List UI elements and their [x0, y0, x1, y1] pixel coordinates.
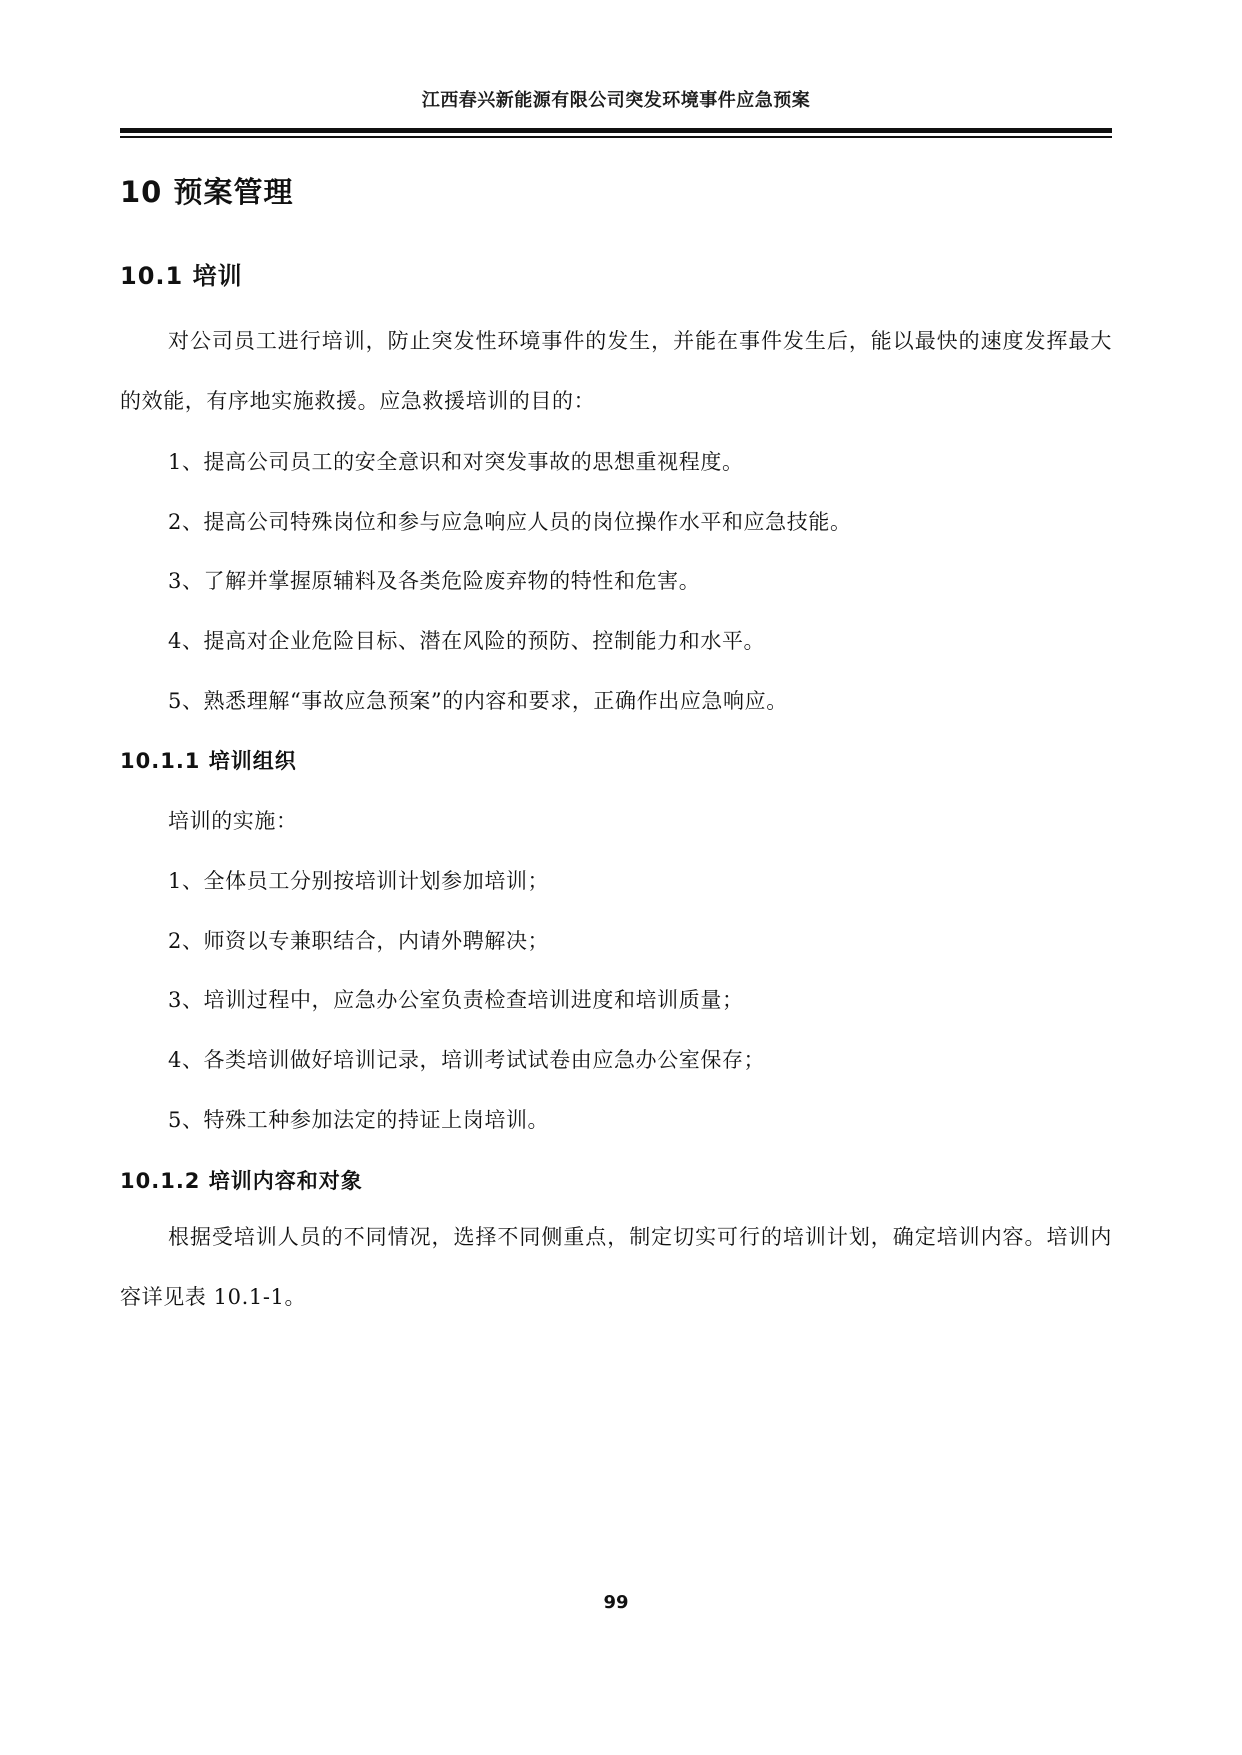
goal-item: 3、了解并掌握原辅料及各类危险废弃物的特性和危害。: [168, 569, 701, 593]
goal-item: 1、提高公司员工的安全意识和对突发事故的思想重视程度。: [168, 450, 744, 474]
organization-item: 1、全体员工分别按培训计划参加培训；: [168, 869, 550, 893]
subsection-heading: 10.1 培训: [120, 262, 243, 290]
intro-paragraph: 对公司员工进行培训，防止突发性环境事件的发生，并能在事件发生后，能以最快的速度发挥最大的效能，有序地实施救援。应急救援培训的目的：: [120, 329, 1112, 413]
section-heading: 10 预案管理: [120, 175, 294, 209]
organization-item: 2、师资以专兼职结合，内请外聘解决；: [168, 929, 550, 953]
page-number: 99: [603, 1592, 629, 1613]
organization-lead: 培训的实施：: [168, 809, 298, 833]
goal-item: 4、提高对企业危险目标、潜在风险的预防、控制能力和水平。: [168, 629, 766, 653]
content-paragraph: 根据受培训人员的不同情况，选择不同侧重点，制定切实可行的培训计划，确定培训内容。培训内容详见表 10.1-1。: [120, 1225, 1112, 1309]
organization-heading: 10.1.1 培训组织: [120, 749, 297, 773]
header-rule-thin: [120, 136, 1112, 138]
organization-item: 4、各类培训做好培训记录，培训考试试卷由应急办公室保存；: [168, 1048, 766, 1072]
content-heading: 10.1.2 培训内容和对象: [120, 1169, 363, 1193]
organization-item: 5、特殊工种参加法定的持证上岗培训。: [168, 1108, 550, 1132]
goal-item: 2、提高公司特殊岗位和参与应急响应人员的岗位操作水平和应急技能。: [168, 510, 852, 534]
header-rule-thick: [120, 128, 1112, 133]
document-header-title: 江西春兴新能源有限公司突发环境事件应急预案: [421, 90, 811, 111]
organization-item: 3、培训过程中，应急办公室负责检查培训进度和培训质量；: [168, 988, 744, 1012]
goal-item: 5、熟悉理解“事故应急预案”的内容和要求，正确作出应急响应。: [168, 689, 788, 713]
